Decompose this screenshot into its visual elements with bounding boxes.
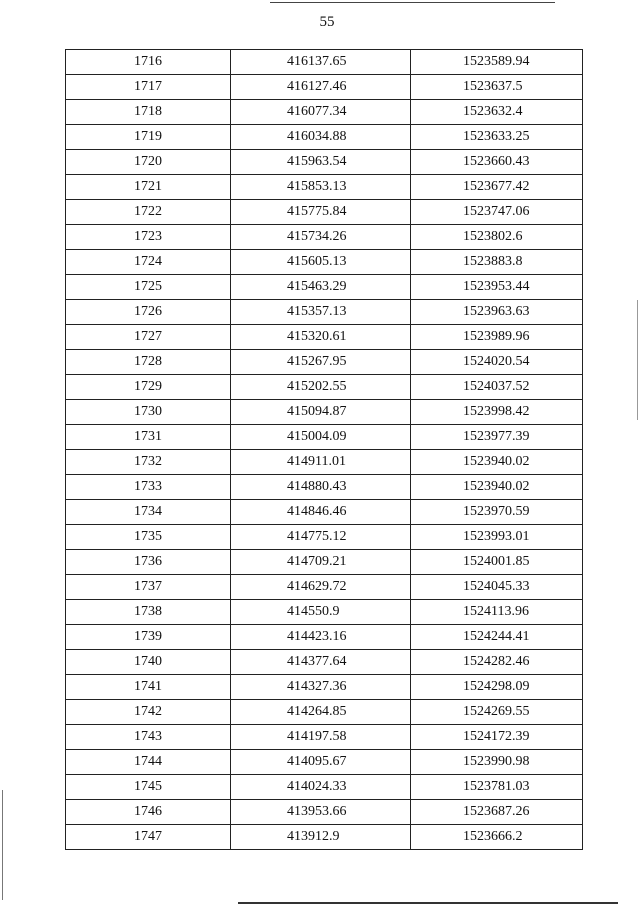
point-number-cell: 1745 xyxy=(66,775,231,800)
x-coordinate-cell: 415094.87 xyxy=(231,400,411,425)
point-number-cell: 1720 xyxy=(66,150,231,175)
y-coordinate-cell: 1523990.98 xyxy=(411,750,583,775)
table-row xyxy=(66,650,583,675)
y-coordinate-cell: 1523970.59 xyxy=(411,500,583,525)
y-coordinate-cell: 1523589.94 xyxy=(411,50,583,75)
table-row xyxy=(66,750,583,775)
y-coordinate-cell: 1523993.01 xyxy=(411,525,583,550)
x-coordinate-cell: 416077.34 xyxy=(231,100,411,125)
y-coordinate-cell: 1524282.46 xyxy=(411,650,583,675)
point-number-cell: 1730 xyxy=(66,400,231,425)
point-number-cell: 1725 xyxy=(66,275,231,300)
x-coordinate-cell: 416137.65 xyxy=(231,50,411,75)
point-number-cell: 1738 xyxy=(66,600,231,625)
point-number-cell: 1736 xyxy=(66,550,231,575)
point-number-cell: 1727 xyxy=(66,325,231,350)
y-coordinate-cell: 1523953.44 xyxy=(411,275,583,300)
y-coordinate-cell: 1523940.02 xyxy=(411,450,583,475)
y-coordinate-cell: 1523666.2 xyxy=(411,825,583,850)
table-row xyxy=(66,350,583,375)
point-number-cell: 1733 xyxy=(66,475,231,500)
point-number-cell: 1718 xyxy=(66,100,231,125)
x-coordinate-cell: 414423.16 xyxy=(231,625,411,650)
scan-border-bottom xyxy=(238,902,618,904)
x-coordinate-cell: 414327.36 xyxy=(231,675,411,700)
point-number-cell: 1717 xyxy=(66,75,231,100)
x-coordinate-cell: 414264.85 xyxy=(231,700,411,725)
x-coordinate-cell: 415004.09 xyxy=(231,425,411,450)
table-row xyxy=(66,725,583,750)
y-coordinate-cell: 1523660.43 xyxy=(411,150,583,175)
table-row xyxy=(66,700,583,725)
point-number-cell: 1735 xyxy=(66,525,231,550)
point-number-cell: 1724 xyxy=(66,250,231,275)
y-coordinate-cell: 1524172.39 xyxy=(411,725,583,750)
y-coordinate-cell: 1523633.25 xyxy=(411,125,583,150)
y-coordinate-cell: 1523632.4 xyxy=(411,100,583,125)
x-coordinate-cell: 415357.13 xyxy=(231,300,411,325)
table-row xyxy=(66,775,583,800)
table-row xyxy=(66,100,583,125)
x-coordinate-cell: 413912.9 xyxy=(231,825,411,850)
y-coordinate-cell: 1523687.26 xyxy=(411,800,583,825)
table-row xyxy=(66,375,583,400)
table-row xyxy=(66,550,583,575)
x-coordinate-cell: 414880.43 xyxy=(231,475,411,500)
table-row xyxy=(66,250,583,275)
x-coordinate-cell: 414911.01 xyxy=(231,450,411,475)
table-row xyxy=(66,150,583,175)
y-coordinate-cell: 1523883.8 xyxy=(411,250,583,275)
x-coordinate-cell: 414197.58 xyxy=(231,725,411,750)
table-row xyxy=(66,200,583,225)
y-coordinate-cell: 1523637.5 xyxy=(411,75,583,100)
table-row xyxy=(66,300,583,325)
x-coordinate-cell: 414377.64 xyxy=(231,650,411,675)
x-coordinate-cell: 414095.67 xyxy=(231,750,411,775)
point-number-cell: 1732 xyxy=(66,450,231,475)
x-coordinate-cell: 415605.13 xyxy=(231,250,411,275)
table-row xyxy=(66,50,583,75)
point-number-cell: 1739 xyxy=(66,625,231,650)
y-coordinate-cell: 1524244.41 xyxy=(411,625,583,650)
table-row xyxy=(66,625,583,650)
table-row xyxy=(66,175,583,200)
y-coordinate-cell: 1524113.96 xyxy=(411,600,583,625)
point-number-cell: 1722 xyxy=(66,200,231,225)
table-row xyxy=(66,800,583,825)
y-coordinate-cell: 1523677.42 xyxy=(411,175,583,200)
y-coordinate-cell: 1524045.33 xyxy=(411,575,583,600)
x-coordinate-cell: 414550.9 xyxy=(231,600,411,625)
y-coordinate-cell: 1524020.54 xyxy=(411,350,583,375)
x-coordinate-cell: 416127.46 xyxy=(231,75,411,100)
table-row xyxy=(66,475,583,500)
x-coordinate-cell: 414024.33 xyxy=(231,775,411,800)
x-coordinate-cell: 415463.29 xyxy=(231,275,411,300)
point-number-cell: 1731 xyxy=(66,425,231,450)
y-coordinate-cell: 1524269.55 xyxy=(411,700,583,725)
point-number-cell: 1747 xyxy=(66,825,231,850)
x-coordinate-cell: 415320.61 xyxy=(231,325,411,350)
y-coordinate-cell: 1524001.85 xyxy=(411,550,583,575)
point-number-cell: 1723 xyxy=(66,225,231,250)
table-row xyxy=(66,675,583,700)
point-number-cell: 1734 xyxy=(66,500,231,525)
point-number-cell: 1740 xyxy=(66,650,231,675)
point-number-cell: 1726 xyxy=(66,300,231,325)
scan-edge-left xyxy=(2,790,3,900)
y-coordinate-cell: 1523747.06 xyxy=(411,200,583,225)
point-number-cell: 1729 xyxy=(66,375,231,400)
point-number-cell: 1737 xyxy=(66,575,231,600)
x-coordinate-cell: 416034.88 xyxy=(231,125,411,150)
coordinates-table-body xyxy=(66,50,583,850)
point-number-cell: 1721 xyxy=(66,175,231,200)
x-coordinate-cell: 414709.21 xyxy=(231,550,411,575)
table-row xyxy=(66,225,583,250)
x-coordinate-cell: 413953.66 xyxy=(231,800,411,825)
x-coordinate-cell: 414846.46 xyxy=(231,500,411,525)
x-coordinate-cell: 415202.55 xyxy=(231,375,411,400)
x-coordinate-cell: 415267.95 xyxy=(231,350,411,375)
point-number-cell: 1742 xyxy=(66,700,231,725)
point-number-cell: 1716 xyxy=(66,50,231,75)
point-number-cell: 1728 xyxy=(66,350,231,375)
point-number-cell: 1743 xyxy=(66,725,231,750)
y-coordinate-cell: 1523977.39 xyxy=(411,425,583,450)
y-coordinate-cell: 1524037.52 xyxy=(411,375,583,400)
y-coordinate-cell: 1523940.02 xyxy=(411,475,583,500)
x-coordinate-cell: 414775.12 xyxy=(231,525,411,550)
y-coordinate-cell: 1523998.42 xyxy=(411,400,583,425)
page-number: 55 xyxy=(319,14,335,30)
table-row xyxy=(66,525,583,550)
x-coordinate-cell: 415734.26 xyxy=(231,225,411,250)
x-coordinate-cell: 415853.13 xyxy=(231,175,411,200)
point-number-cell: 1746 xyxy=(66,800,231,825)
y-coordinate-cell: 1523802.6 xyxy=(411,225,583,250)
y-coordinate-cell: 1523781.03 xyxy=(411,775,583,800)
table-row xyxy=(66,600,583,625)
table-row xyxy=(66,450,583,475)
point-number-cell: 1719 xyxy=(66,125,231,150)
y-coordinate-cell: 1524298.09 xyxy=(411,675,583,700)
table-row xyxy=(66,400,583,425)
x-coordinate-cell: 415963.54 xyxy=(231,150,411,175)
scan-border-top xyxy=(270,2,555,3)
table-row xyxy=(66,500,583,525)
table-row xyxy=(66,125,583,150)
coordinates-table xyxy=(65,49,583,850)
table-row xyxy=(66,325,583,350)
y-coordinate-cell: 1523963.63 xyxy=(411,300,583,325)
point-number-cell: 1741 xyxy=(66,675,231,700)
y-coordinate-cell: 1523989.96 xyxy=(411,325,583,350)
table-row xyxy=(66,825,583,850)
x-coordinate-cell: 414629.72 xyxy=(231,575,411,600)
scan-edge-right xyxy=(637,300,638,420)
table-row xyxy=(66,75,583,100)
table-row xyxy=(66,275,583,300)
point-number-cell: 1744 xyxy=(66,750,231,775)
table-row xyxy=(66,425,583,450)
table-row xyxy=(66,575,583,600)
x-coordinate-cell: 415775.84 xyxy=(231,200,411,225)
